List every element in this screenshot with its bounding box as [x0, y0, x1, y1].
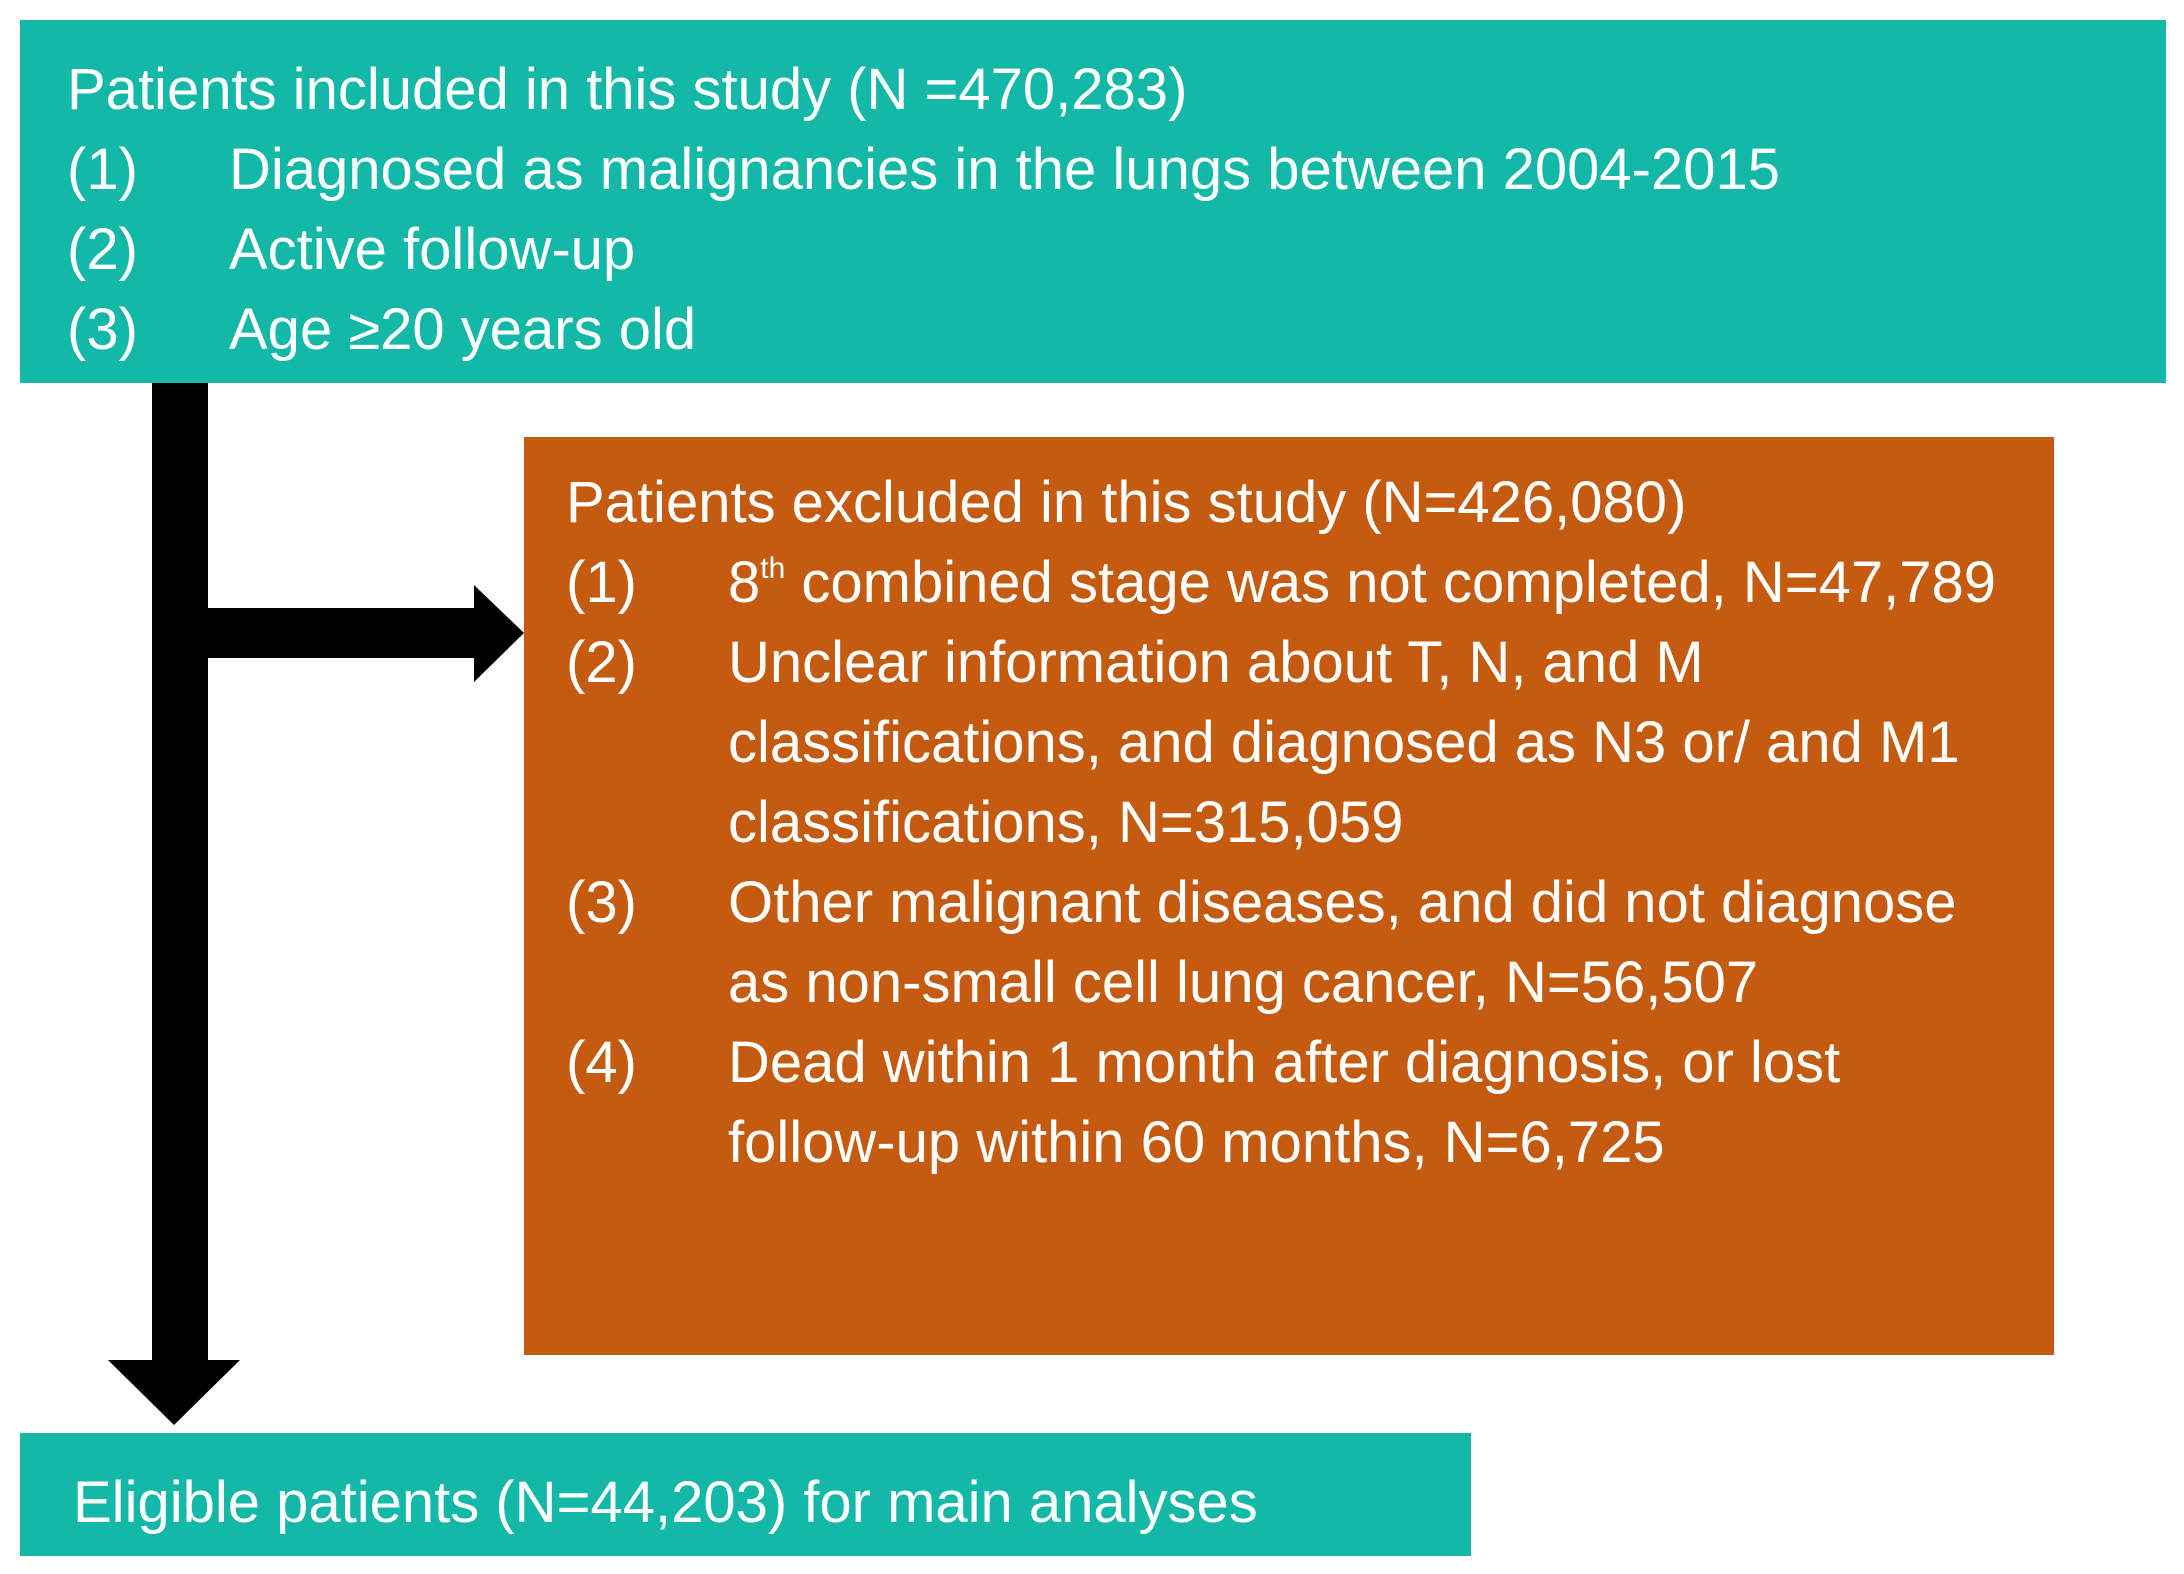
criterion-number: (2) [566, 630, 637, 695]
exclusion-criterion [566, 863, 2014, 1023]
criterion-text: Other malignant diseases, and did not diagnose as non-small cell lung cancer, N=56,507 [728, 870, 1957, 1015]
included-title: Patients included in this study (N =470,283) [67, 57, 1188, 122]
exclusion-criterion [566, 543, 2014, 623]
criterion-number: (3) [67, 297, 138, 362]
criterion-text [728, 543, 2014, 623]
criterion-text: Active follow-up [229, 217, 636, 282]
ordinal-suffix: th [760, 552, 786, 585]
eligible-title: Eligible patients (N=44,203) for main analyses [73, 1470, 1258, 1535]
criterion-number: (3) [566, 870, 637, 935]
included-criterion [67, 290, 2166, 370]
down-arrow-head [108, 1360, 240, 1425]
exclusion-criterion [566, 1023, 2014, 1183]
criterion-number: (1) [67, 137, 138, 202]
criterion-text: Diagnosed as malignancies in the lungs between 2004-2015 [229, 137, 1780, 202]
criterion-number: (2) [67, 217, 138, 282]
stage-number: 8 [728, 550, 761, 615]
included-criterion [67, 130, 2166, 210]
eligible-patients-box [20, 1433, 1471, 1556]
criterion-text: Dead within 1 month after diagnosis, or lost follow-up within 60 months, N=6,725 [728, 1030, 1841, 1175]
criterion-text: Age ≥20 years old [229, 297, 697, 362]
criterion-number: (4) [566, 1030, 637, 1095]
criterion-text: Unclear information about T, N, and M classifications, and diagnosed as N3 or/ and M1 classifications, N=315,059 [728, 630, 1960, 855]
right-arrow-head [474, 585, 524, 682]
excluded-patients-box [524, 437, 2054, 1355]
exclusion-criterion [566, 623, 2014, 863]
exclusion-branch-line [208, 608, 480, 658]
included-patients-box [20, 20, 2166, 383]
included-criterion [67, 210, 2166, 290]
criterion-number: (1) [566, 550, 637, 615]
excluded-title: Patients excluded in this study (N=426,080) [566, 470, 1687, 535]
criterion-text-rest: combined stage was not completed, N=47,789 [785, 550, 1996, 615]
main-flow-line [152, 383, 208, 1363]
